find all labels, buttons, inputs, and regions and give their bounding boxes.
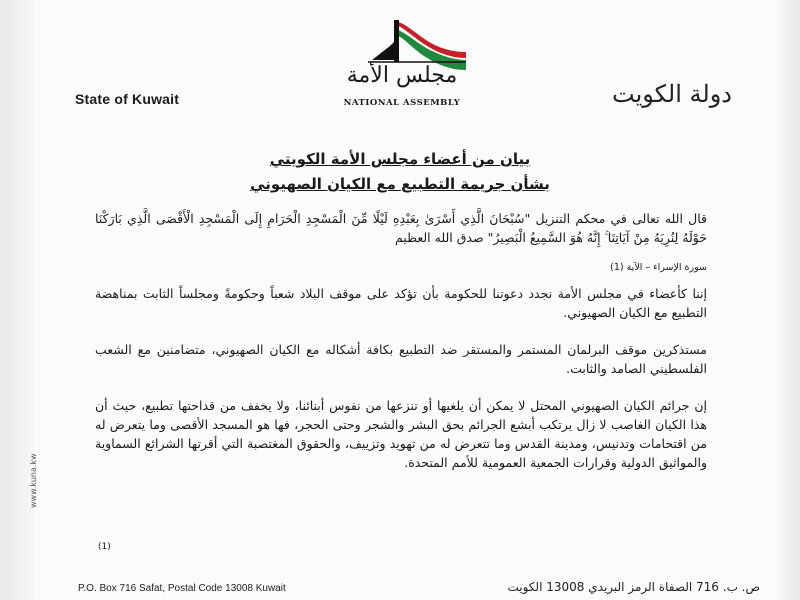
- page-number: (1): [98, 542, 111, 552]
- paragraph-quran-verse: قال الله تعالى في محكم التنزيل "سُبْحَانَ الَّذِي أَسْرَىٰ بِعَبْدِهِ لَيْلًا مِّنَ الْمَسْجِدِ الْحَرَامِ إِلَى الْمَسْجِدِ الْأَقْصَى الَّذِي بَارَكْنَا حَوْلَهُ لِنُرِيَهُ مِنْ آيَاتِنَا ۚ إِنَّهُ هُوَ السَّمِيعُ الْبَصِيرُ" صدق الله العظيم: [95, 211, 707, 245]
- paragraph-call-to-government: إننا كأعضاء في مجلس الأمة نجدد دعوتنا للحكومة بأن تؤكد على موقف البلاد شعباً وحكومةً ومجلساً الثابت بمناهضة التطبيع مع الكيان الصهيوني.: [95, 286, 707, 320]
- page-right-edge: [778, 0, 800, 600]
- side-watermark: www.kuna.kw: [29, 453, 38, 508]
- footer-address-english: P.O. Box 716 Safat, Postal Code 13008 Kuwait: [78, 583, 286, 594]
- logo-arabic-text: مجلس الأمة: [346, 63, 458, 88]
- document-title-line1: بيان من أعضاء مجلس الأمة الكويتي: [269, 150, 531, 168]
- logo-english-text: NATIONAL ASSEMBLY: [343, 98, 461, 108]
- document-title-line2: بشأن جريمة التطبيع مع الكيان الصهيوني: [250, 175, 550, 193]
- footer-address-arabic: ص. ب. 716 الصفاة الرمز البريدي 13008 الكويت: [507, 580, 760, 594]
- logo-pillar: [394, 20, 399, 62]
- paragraph-crimes: إن جرائم الكيان الصهيوني المحتل لا يمكن أن يلغيها أو تنزعها من نفوس أبنائنا، ولا يخفف من قداحتها تطبيع، حيث أن هذا الكيان الغاصب لا زال يرتكب أبشع الجرائم بحق البشر والشجر وحتى الحجر، فها هو المسجد الأقصى وما يتعرض له من اقتحامات وتدنيس، ومدينة القدس وما تتعرض له من تهويد وتزييف، والحقوق المغتصبة التي أقرتها الشرائع السماوية والمواثيق الدولية وقرارات الجمعية العمومية للأمم المتحدة.: [95, 398, 707, 470]
- header-state-of-kuwait: State of Kuwait: [75, 91, 180, 107]
- page-left-edge: [0, 0, 34, 600]
- verse-reference: سورة الإسراء – الآية (1): [610, 262, 707, 273]
- paragraph-parliament-position: مستذكرين موقف البرلمان المستمر والمستقر ضد التطبيع بكافة أشكاله مع الكيان الصهيوني، متضامنين مع الشعب الفلسطيني الصامد والثابت.: [95, 342, 707, 376]
- header-arabic-state: دولة الكويت: [612, 80, 732, 108]
